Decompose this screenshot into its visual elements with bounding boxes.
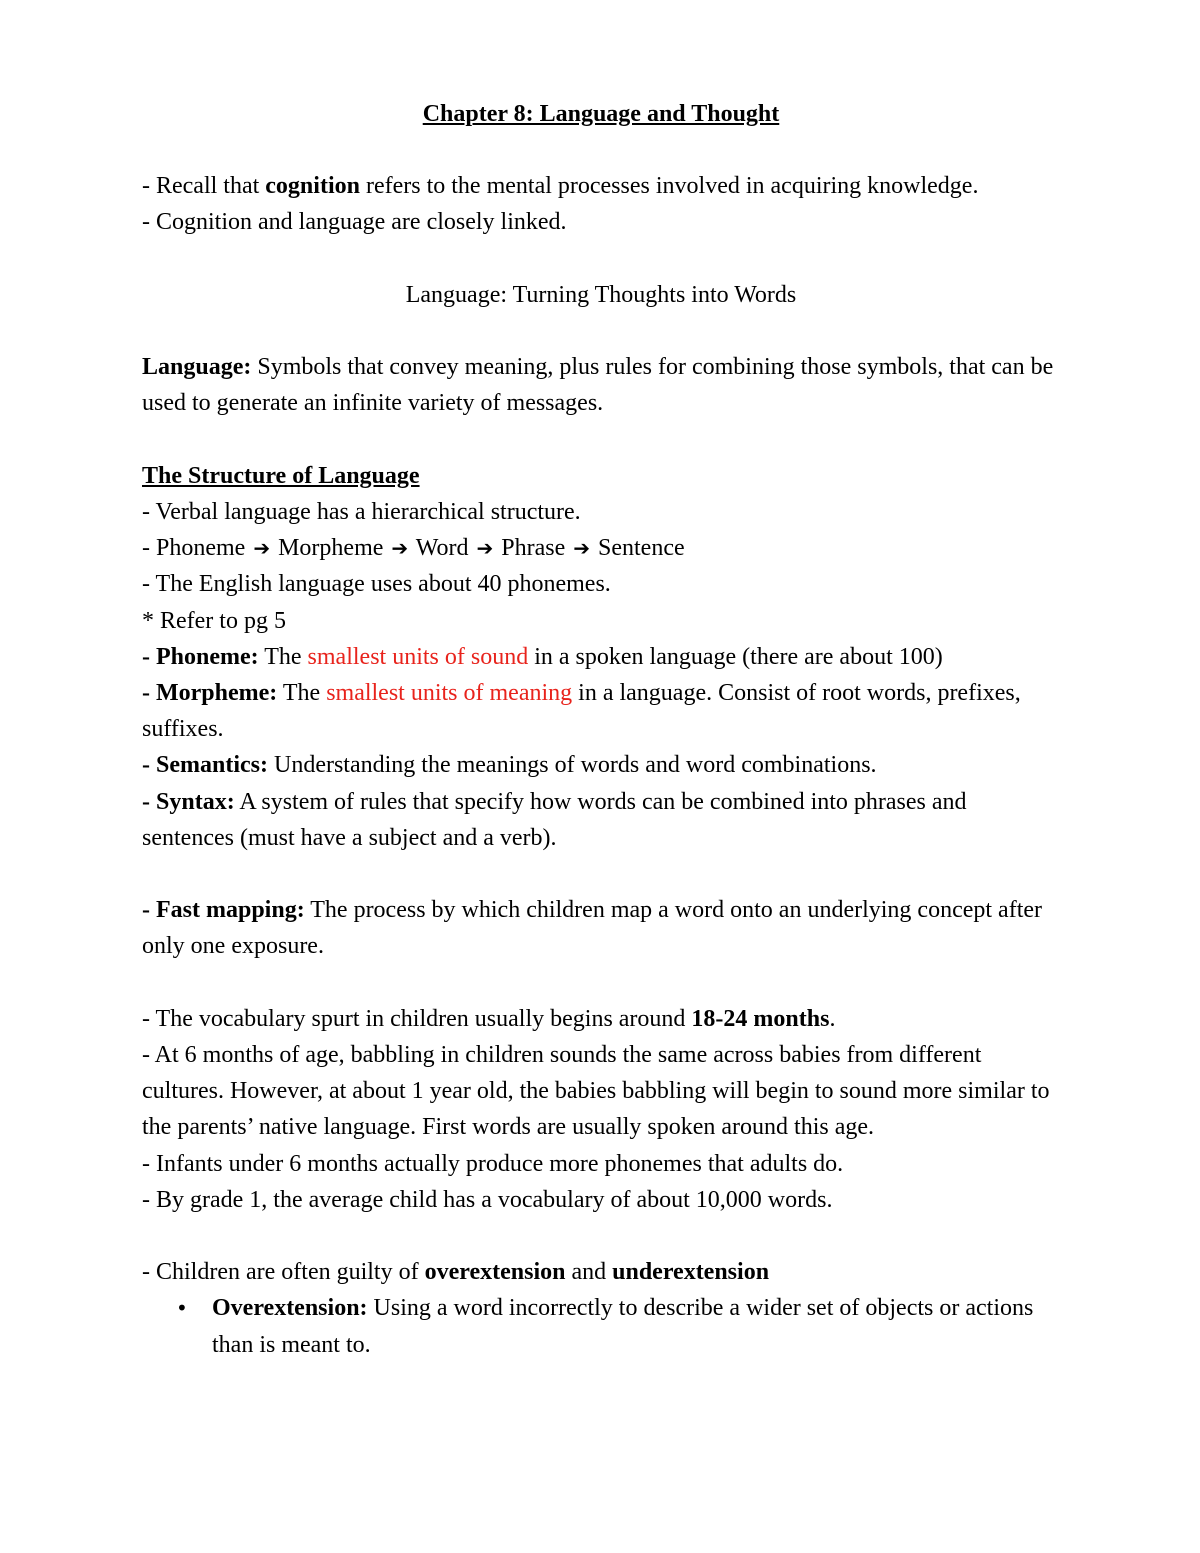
spacer (142, 965, 1060, 1001)
babbling-paragraph: - At 6 months of age, babbling in children sounds the same across babies from different cultures. However, at about 1 year old, the babies babbling will begin to sound more similar to the parents’ native language. First words are usually spoken around this age. (142, 1041, 1050, 1141)
morpheme-term (142, 680, 277, 706)
intro-line-cognition (142, 168, 1060, 204)
spacer (142, 856, 1060, 892)
hierarchy-line (142, 530, 1060, 566)
hierarchy-item: Sentence (598, 535, 685, 562)
body-text: . (829, 1005, 836, 1032)
extension-bullet-list (142, 1290, 1060, 1362)
definition-text: A system of rules that specify how words can be combined into phrases and sentences (must have a subject and a verb). (142, 788, 967, 851)
definition-text: The (258, 643, 308, 670)
semantics-term (142, 752, 268, 778)
body-text: and (565, 1259, 613, 1286)
grade-one-vocabulary-line: - By grade 1, the average child has a vocabulary of about 10,000 words. (142, 1186, 833, 1213)
spacer (142, 1218, 1060, 1254)
age-range: 18-24 months (691, 1005, 830, 1032)
fast-mapping-term (142, 897, 305, 923)
structure-line-phonemes: - The English language uses about 40 phonemes. (142, 571, 611, 598)
phoneme-term (142, 644, 259, 670)
fast-mapping-definition (142, 892, 1060, 964)
term-text: Semantics: (156, 752, 268, 779)
intro-text: - Recall that (142, 173, 266, 200)
bullet-icon: • (176, 1296, 188, 1321)
highlight-text: smallest units of sound (307, 643, 529, 670)
section-title: Language: Turning Thoughts into Words (405, 281, 797, 308)
structure-line-hierarchical: - Verbal language has a hierarchical structure. (142, 498, 581, 525)
morpheme-definition (142, 675, 1060, 747)
term-text: Phoneme: (156, 643, 259, 670)
hierarchy-item: Word (415, 535, 469, 562)
arrow-right-icon: ➔ (253, 536, 271, 561)
list-item (176, 1290, 1060, 1362)
intro-text: refers to the mental processes involved in acquiring knowledge. (359, 173, 979, 200)
definition-text: Using a word incorrectly to describe a wider set of objects or actions than is meant to. (212, 1295, 1034, 1358)
term-cognition: cognition (265, 173, 360, 200)
definition-text: in a language. Consist of root words, prefixes, suffixes. (142, 679, 1021, 743)
dash: - (142, 679, 156, 706)
dash: - (142, 752, 156, 779)
arrow-right-icon: ➔ (391, 536, 409, 561)
arrow-right-icon: ➔ (573, 536, 590, 561)
term-language: Language: (142, 354, 252, 381)
spacer (142, 313, 1060, 349)
syntax-definition (142, 784, 1060, 856)
term-text: Morpheme: (156, 679, 278, 706)
body-text: - The vocabulary spurt in children usually begins around (142, 1005, 692, 1032)
definition-text: in a spoken language (there are about 100) (528, 643, 943, 670)
definition-text: Symbols that convey meaning, plus rules for combining those symbols, that can be used to generate an infinite variety of messages. (142, 354, 1054, 417)
definition-text: The process by which children map a word onto an underlying concept after only one exposure. (142, 897, 1043, 960)
hierarchy-prefix: - (142, 535, 156, 562)
term-underextension: underextension (612, 1259, 770, 1286)
term-overextension-def: Overextension: (212, 1295, 368, 1322)
highlight-text: smallest units of meaning (326, 679, 573, 706)
chapter-title: Chapter 8: Language and Thought (422, 101, 780, 127)
spacer (142, 241, 1060, 277)
arrow-right-icon: ➔ (476, 536, 494, 561)
phoneme-definition (142, 639, 1060, 675)
structure-line-refer: * Refer to pg 5 (142, 607, 286, 634)
definition-text: The (277, 679, 327, 706)
vocabulary-spurt-line (142, 1001, 1060, 1037)
definition-text: Understanding the meanings of words and word combinations. (267, 752, 877, 779)
dash: - (142, 897, 156, 924)
infants-phonemes-line: - Infants under 6 months actually produce more phonemes that adults do. (142, 1150, 844, 1177)
language-definition (142, 349, 1060, 421)
syntax-term (142, 789, 235, 815)
hierarchy-item: Phrase (501, 535, 566, 562)
spacer (142, 132, 1060, 168)
dash: - (142, 643, 156, 670)
hierarchy-item: Morpheme (278, 535, 384, 562)
hierarchy-item: Phoneme (156, 535, 246, 562)
term-overextension: overextension (424, 1259, 566, 1286)
structure-heading: The Structure of Language (142, 462, 420, 489)
term-text: Syntax: (156, 788, 235, 815)
extension-line (142, 1254, 1060, 1290)
semantics-definition (142, 747, 1060, 783)
dash: - (142, 788, 156, 815)
intro-line-linked: - Cognition and language are closely linked. (142, 209, 567, 236)
spacer (142, 422, 1060, 458)
body-text: - Children are often guilty of (142, 1259, 425, 1286)
term-text: Fast mapping: (156, 897, 305, 924)
